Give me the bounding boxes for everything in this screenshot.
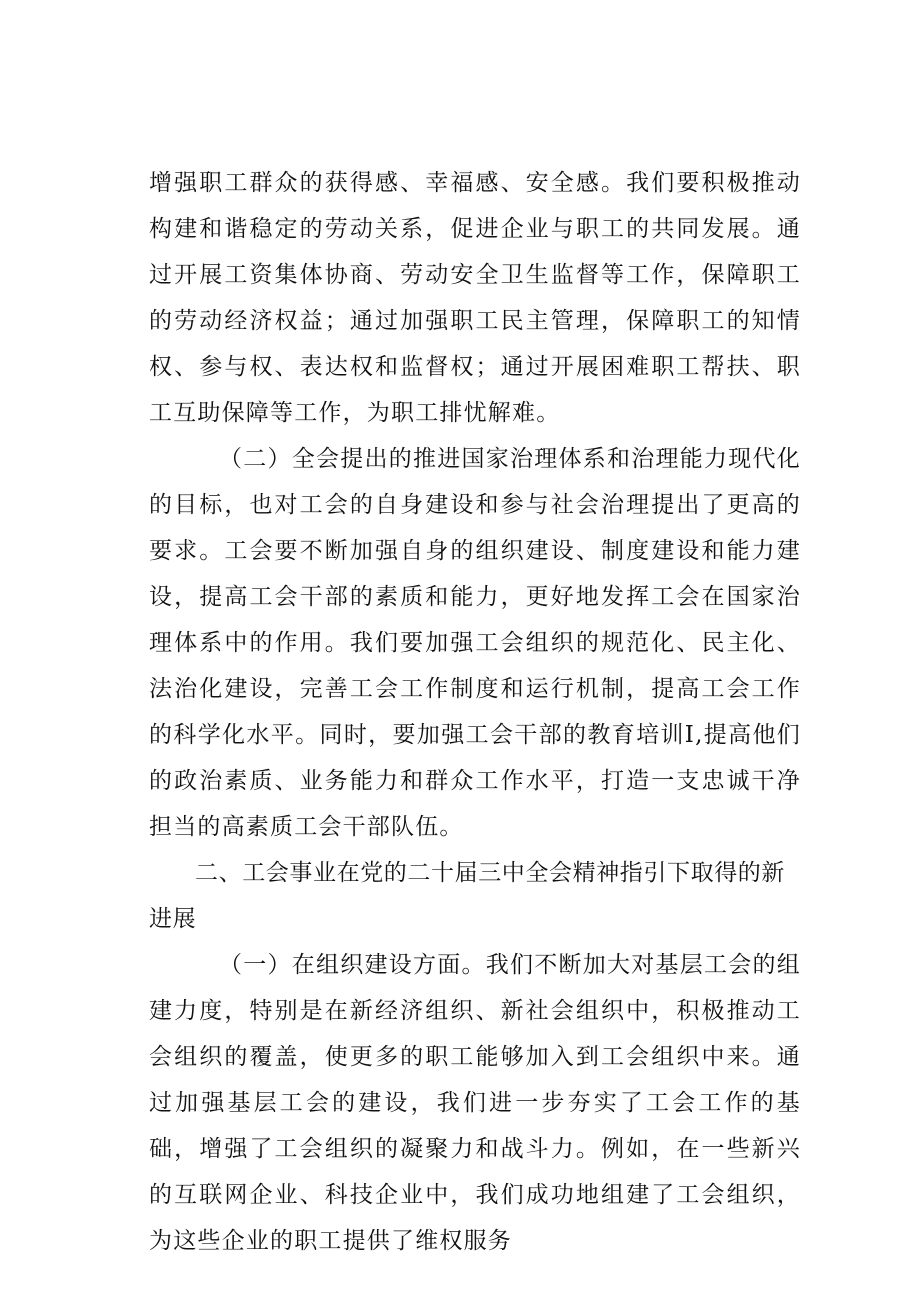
- paragraph-section-one-item-two: （二）全会提出的推进国家治理体系和治理能力现代化的目标，也对工会的自身建设和参与社会治理提出了更高的要求。工会要不断加强自身的组织建设、制度建设和能力建设，提高工会干部的素质和能力，更好地发挥工会在国家治理体系中的作用。我们要加强工会组织的规范化、民主化、法治化建设，完善工会工作制度和运行机制，提高工会工作的科学化水平。同时，要加强工会干部的教育培训I,提高他们的政治素质、业务能力和群众工作水平，打造一支忠诚干净担当的高素质工会干部队伍。: [149, 446, 801, 840]
- document-body: [149, 160, 801, 1264]
- paragraph-section-two-item-one: （一）在组织建设方面。我们不断加大对基层工会的组建力度，特别是在新经济组织、新社会组织中，积极推动工会组织的覆盖，使更多的职工能够加入到工会组织中来。通过加强基层工会的建设，我们进一步夯实了工会工作的基础，增强了工会组织的凝聚力和战斗力。例如，在一些新兴的互联网企业、科技企业中，我们成功地组建了工会组织，为这些企业的职工提供了维权服务: [149, 952, 801, 1254]
- section-heading-two: 二、工会事业在党的二十届三中全会精神指引下取得的新进展: [149, 860, 785, 932]
- paragraph-continuation: 增强职工群众的获得感、幸福感、安全感。我们要积极推动构建和谐稳定的劳动关系，促进企业与职工的共同发展。通过开展工资集体协商、劳动安全卫生监督等工作，保障职工的劳动经济权益；通过加强职工民主管理，保障职工的知情权、参与权、表达权和监督权；通过开展困难职工帮扶、职工互助保障等工作，为职工排忧解难。: [149, 170, 801, 426]
